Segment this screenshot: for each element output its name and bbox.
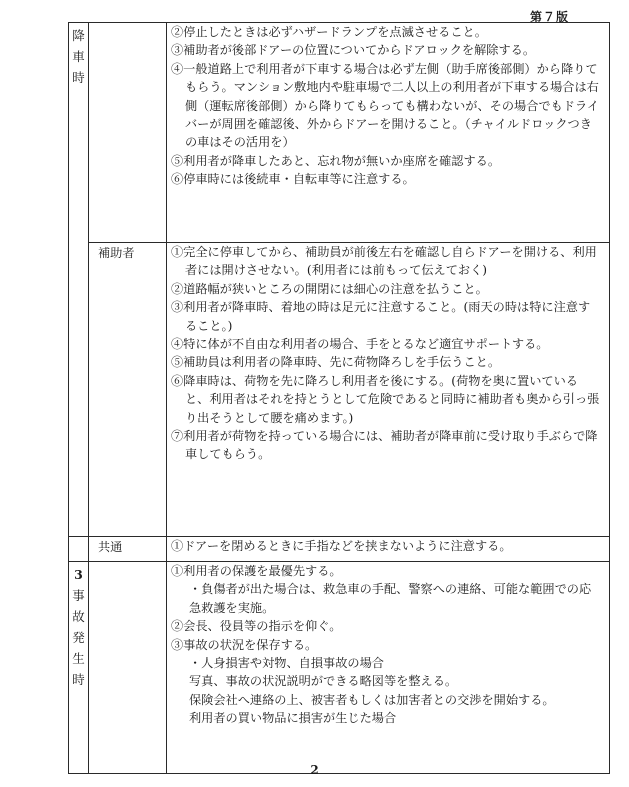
common-row [69, 537, 610, 562]
driver-role-cell [89, 23, 167, 243]
exit-heading-char: 車 [72, 49, 85, 64]
exit-heading-char: 時 [72, 70, 85, 85]
incident-heading-char: 故 [72, 609, 85, 624]
helper-instructions [167, 243, 610, 537]
incident-item: ③事故の状況を保存する。 [171, 637, 318, 652]
procedure-table [68, 22, 610, 774]
incident-item: ①利用者の保護を最優先する。 [171, 564, 342, 578]
helper-item: ②道路幅が狭いところの開閉には細心の注意を払うこと。 [171, 281, 488, 296]
helper-item: ⑤補助員は利用者の降車時、先に荷物降ろしを手伝うこと。 [171, 355, 501, 370]
incident-detail-line: 写真、事故の状況説明ができる略図等を整える。 [189, 674, 458, 689]
driver-item: ③補助者が後部ドアーの位置についてからドアロックを解除する。 [171, 43, 536, 58]
edition-label: 第７版 [529, 10, 569, 24]
incident-section-heading [69, 562, 89, 774]
driver-instructions [167, 23, 610, 243]
exit-heading-char: 降 [72, 28, 85, 43]
helper-item: ①完全に停車してから、補助員が前後左右を確認し自らドアーを開ける、利用者には開けさせない。(利用者には前もって伝えておく) [171, 245, 597, 278]
page-number: 2 [310, 763, 319, 777]
exit-section-heading [69, 23, 89, 537]
helper-item: ④特に体が不自由な利用者の場合、手をとるなど適宜サポートする。 [171, 337, 549, 352]
common-spacer-cell [69, 537, 89, 562]
helper-item: ⑦利用者が荷物を持っている場合には、補助者が降車前に受け取り手ぶらで降車してもらう。 [171, 429, 598, 462]
incident-heading-char: 発 [72, 630, 85, 645]
helper-item: ③利用者が降車時、着地の時は足元に注意すること。(雨天の時は特に注意すること。) [171, 300, 591, 333]
incident-heading-char: 時 [72, 672, 85, 687]
incident-subitem: ・人身損害や対物、自損事故の場合 [189, 656, 384, 671]
driver-item: ④一般道路上で利用者が下車する場合は必ず左側（助手席後部側）から降りてもらう。マンション敷地内や駐車場で二人以上の利用者が下車する場合は右側（運転席後部側）から降りてもらっても構わないが、その場合でもドライバーが周囲を確認後、外からドアーを開けること。（チャイルドロックつきの車はその活用を） [171, 61, 600, 150]
driver-item: ⑥停車時には後続車・自転車等に注意する。 [171, 172, 415, 187]
helper-role-label: 補助者 [89, 243, 167, 537]
driver-item: ②停止したときは必ずハザードランプを点滅させること。 [171, 25, 487, 39]
incident-heading-char: 3 [74, 567, 83, 582]
incident-heading-char: 生 [72, 651, 85, 666]
helper-item: ⑥降車時は、荷物を先に降ろし利用者を後にする。(荷物を奥に置いていると、利用者はそれを持とうとして危険であると同時に補助者も奥から引っ張り出そうとして腰を痛めます。) [171, 373, 600, 425]
incident-subitem: ・負傷者が出た場合は、救急車の手配、警察への連絡、可能な範囲での応急救護を実施。 [189, 582, 592, 615]
common-role-label: 共通 [89, 537, 167, 562]
exit-driver-row [69, 23, 610, 243]
incident-heading-char: 事 [72, 588, 85, 603]
incident-row [69, 562, 610, 774]
exit-helper-row [69, 243, 610, 537]
common-item: ①ドアーを閉めるときに手指などを挟まないように注意する。 [171, 539, 512, 553]
incident-item: ②会長、役員等の指示を仰ぐ。 [171, 619, 342, 634]
incident-instructions [167, 562, 610, 774]
driver-item: ⑤利用者が降車したあと、忘れ物が無いか座席を確認する。 [171, 153, 501, 168]
incident-detail-line: 利用者の買い物品に損害が生じた場合 [189, 711, 397, 726]
incident-role-cell [89, 562, 167, 774]
common-instructions [167, 537, 610, 562]
incident-detail-line: 保険会社へ連絡の上、被害者もしくは加害者との交渉を開始する。 [189, 692, 555, 707]
